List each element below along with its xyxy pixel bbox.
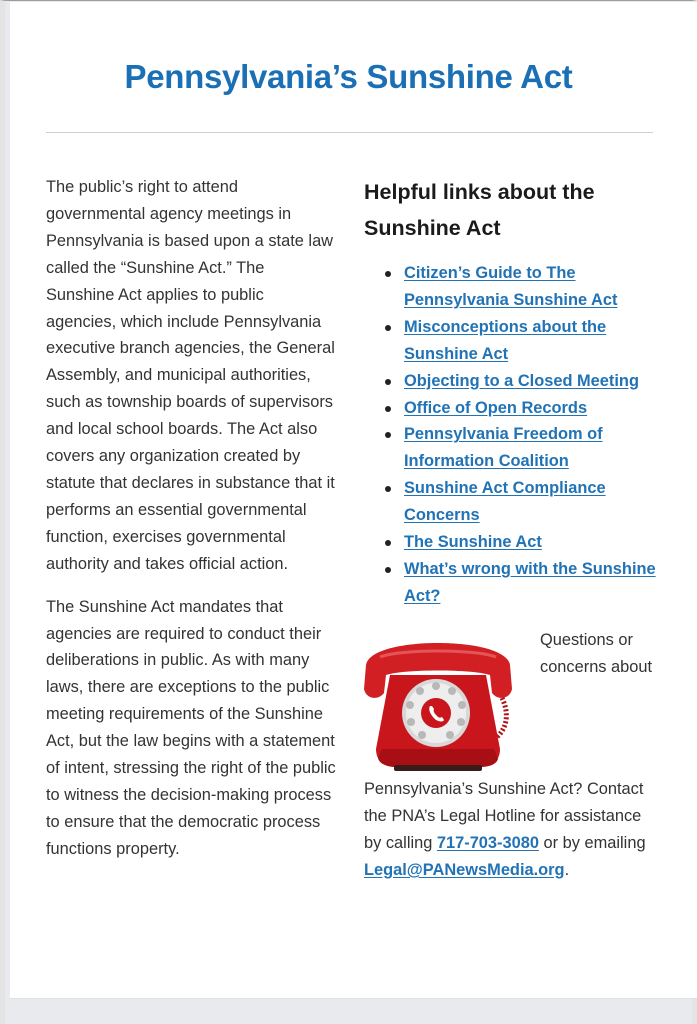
link-objecting-closed-meeting[interactable]: Objecting to a Closed Meeting xyxy=(404,371,639,390)
list-item xyxy=(404,395,659,422)
intro-paragraph-1: The public’s right to attend governmental agency meetings in Pennsylvania is based upon a state law called the “Sunshine Act.” The Sunshine Act applies to public agencies, which include Pennsylvania executive branch agencies, the General Assembly, and municipal authorities, such as township boards of supervisors and local school boards. The Act also covers any organization created by statute that declares in substance that it performs an essential governmental function, exercises governmental authority and takes official action. xyxy=(46,178,335,573)
helpful-links-list xyxy=(364,260,659,610)
list-item xyxy=(404,314,659,368)
link-misconceptions[interactable]: Misconceptions about the Sunshine Act xyxy=(404,317,607,363)
page-title: Pennsylvania’s Sunshine Act xyxy=(124,58,573,95)
list-item xyxy=(404,421,659,475)
list-item xyxy=(404,475,659,529)
bullet-icon xyxy=(385,406,391,412)
contact-text-part-3: . xyxy=(564,860,570,879)
bullet-icon xyxy=(385,325,391,331)
bullet-icon xyxy=(385,271,391,277)
red-telephone-icon xyxy=(360,629,516,777)
link-whats-wrong[interactable]: What’s wrong with the Sunshine Act? xyxy=(404,559,656,605)
list-item xyxy=(404,529,659,556)
list-item xyxy=(404,556,659,610)
bullet-icon xyxy=(385,486,391,492)
link-citizens-guide[interactable]: Citizen’s Guide to The Pennsylvania Sunshine Act xyxy=(404,264,618,309)
contact-text xyxy=(364,776,659,884)
bullet-icon xyxy=(385,379,391,385)
hotline-phone-link[interactable]: 717-703-3080 xyxy=(436,833,539,852)
list-item xyxy=(404,260,659,314)
legal-email-link[interactable]: Legal@PANewsMedia.org xyxy=(364,860,565,879)
helpful-links-column xyxy=(364,174,659,610)
helpful-links-heading: Helpful links about the Sunshine Act xyxy=(364,180,595,240)
title-divider xyxy=(46,132,653,133)
bullet-icon xyxy=(385,567,391,573)
link-the-sunshine-act[interactable]: The Sunshine Act xyxy=(404,533,542,552)
link-compliance-concerns[interactable]: Sunshine Act Compliance Concerns xyxy=(404,479,606,525)
contact-text-part-2: or by emailing xyxy=(538,833,646,852)
contact-text-part-1: Pennsylvania’s Sunshine Act? Contact the PNA’s Legal Hotline for assistance by calling xyxy=(364,780,644,852)
list-item xyxy=(404,368,659,395)
bullet-icon xyxy=(385,432,391,438)
link-office-open-records[interactable]: Office of Open Records xyxy=(404,398,588,417)
bullet-icon xyxy=(385,540,391,546)
intro-column xyxy=(46,174,336,879)
intro-paragraph-2: The Sunshine Act mandates that agencies are required to conduct their deliberations in public. As with many laws, there are exceptions to the public meeting requirements of the Sunshine Act, but the law begins with a statement of intent, stressing the right of the public to witness the decision-making process to ensure that the democratic process functions property. xyxy=(46,597,336,858)
link-pa-foi-coalition[interactable]: Pennsylvania Freedom of Information Coalition xyxy=(404,425,603,471)
contact-intro-text: Questions or concerns about xyxy=(540,631,653,676)
